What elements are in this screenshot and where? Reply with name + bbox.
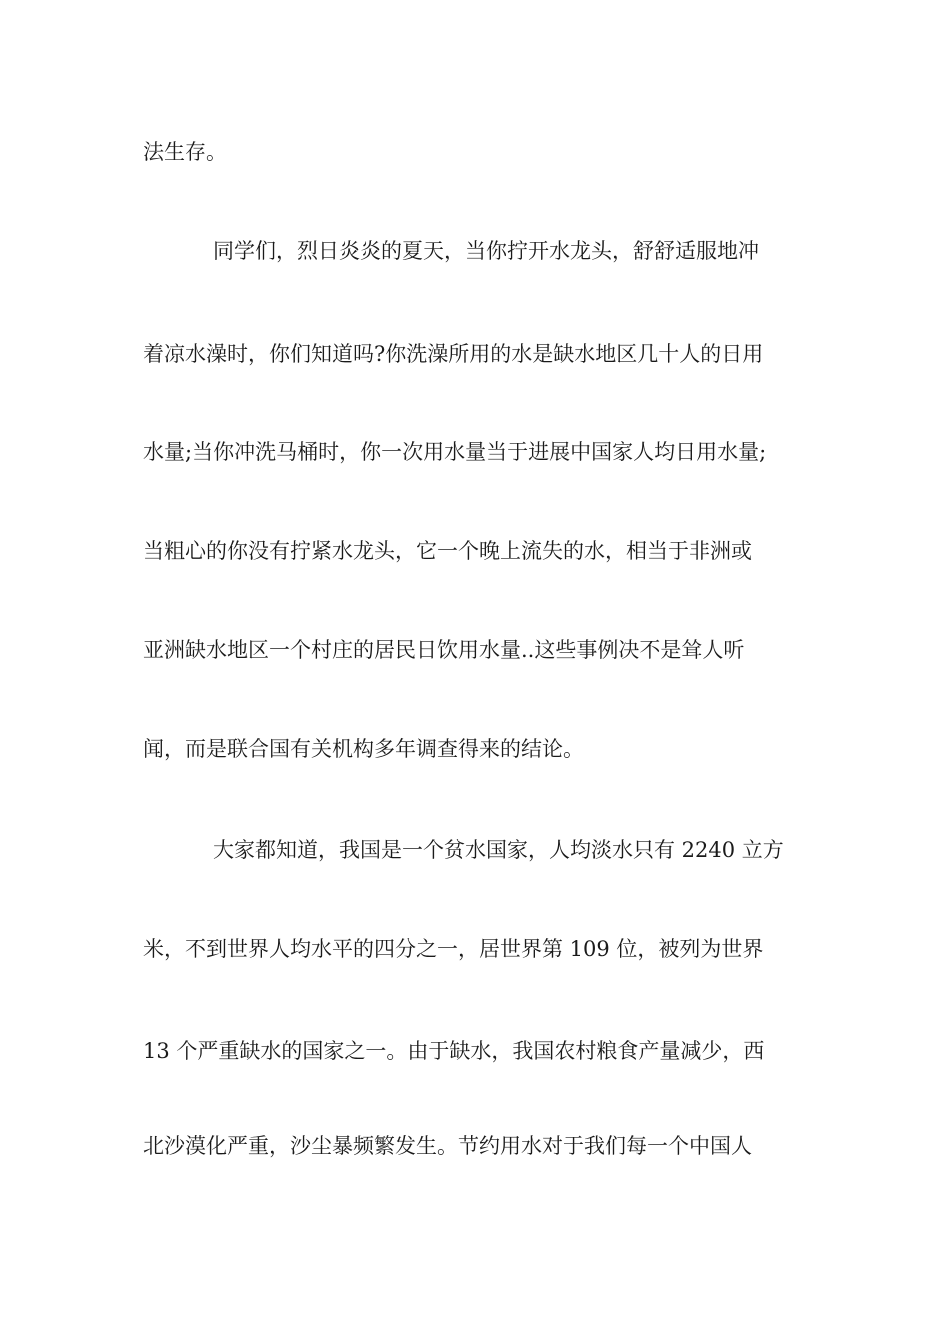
- text-line: 当粗心的你没有拧紧水龙头，它一个晚上流失的水，相当于非洲或: [143, 539, 752, 563]
- paragraph-first-line: 大家都知道，我国是一个贫水国家，人均淡水只有 2240 立方: [213, 838, 784, 862]
- paragraph-first-line: 同学们，烈日炎炎的夏天，当你拧开水龙头，舒舒适服地冲: [213, 239, 759, 263]
- text-line: 13 个严重缺水的国家之一。由于缺水，我国农村粮食产量减少，西: [143, 1039, 765, 1063]
- text-line: 法生存。: [143, 140, 227, 164]
- text-line: 亚洲缺水地区一个村庄的居民日饮用水量..这些事例决不是耸人听: [143, 638, 745, 662]
- text-line: 水量;当你冲洗马桶时，你一次用水量当于进展中国家人均日用水量;: [143, 440, 767, 464]
- text-line: 闻，而是联合国有关机构多年调查得来的结论。: [143, 737, 584, 761]
- text-line: 米，不到世界人均水平的四分之一，居世界第 109 位，被列为世界: [143, 937, 764, 961]
- text-line: 着凉水澡时，你们知道吗?你洗澡所用的水是缺水地区几十人的日用: [143, 342, 764, 366]
- text-line: 北沙漠化严重，沙尘暴频繁发生。节约用水对于我们每一个中国人: [143, 1134, 752, 1158]
